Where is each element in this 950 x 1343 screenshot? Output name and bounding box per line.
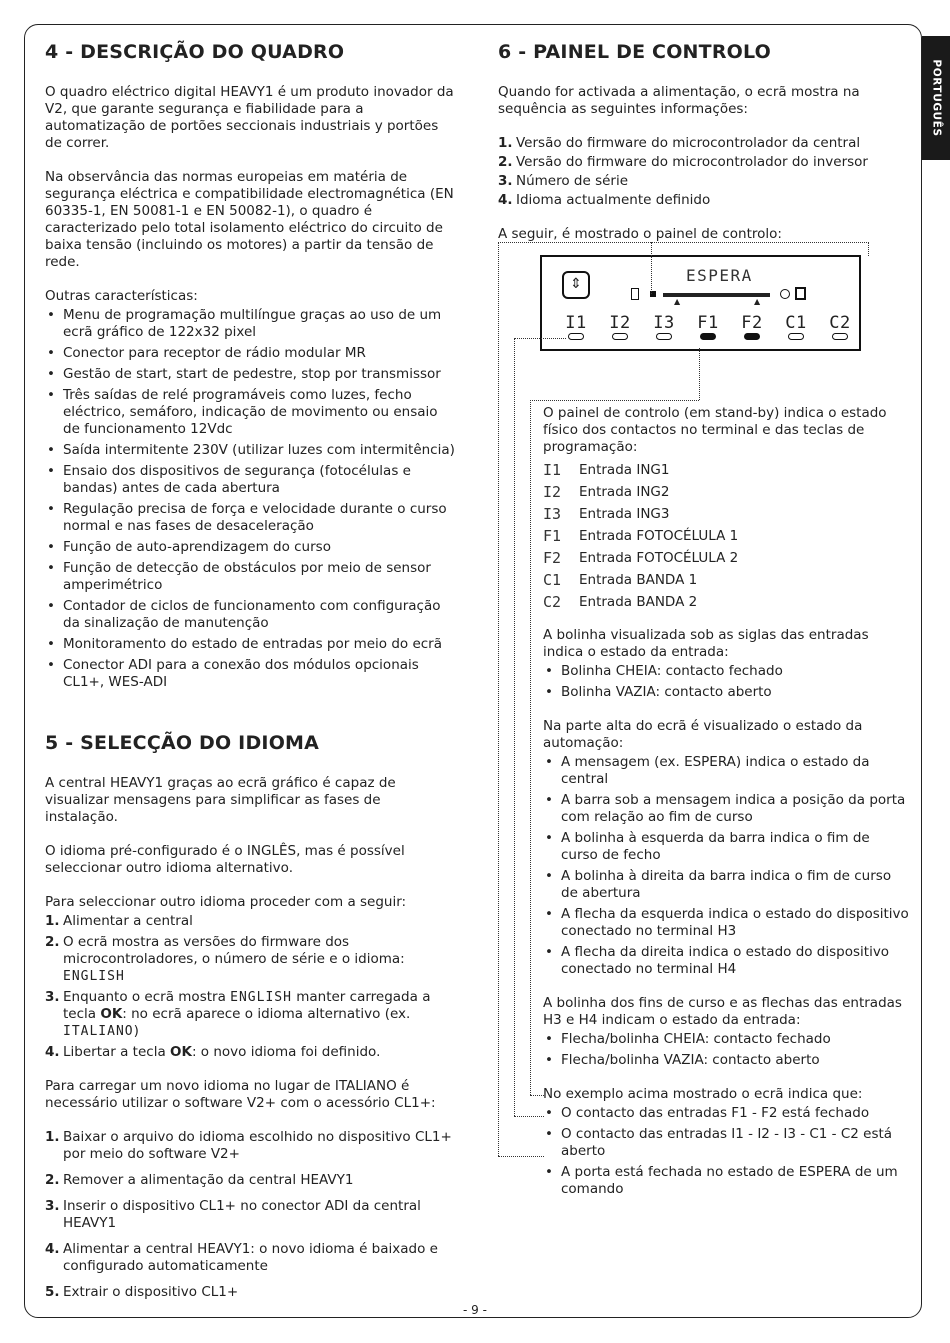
list-item: 3. Inserir o dispositivo CL1+ no conector ADI da central HEAVY1 xyxy=(45,1198,421,1231)
open-limit-indicator xyxy=(780,289,790,299)
list-item: 2. Versão do firmware do microcontrolador do inversor xyxy=(498,154,868,170)
list-item: • Saída intermitente 230V (utilizar luzes com intermitência) xyxy=(45,442,455,459)
legend-row: C1 Entrada BANDA 1 xyxy=(543,571,698,589)
connector-line xyxy=(498,242,651,243)
lcd-diagram xyxy=(540,255,870,355)
list-item: • Conector para receptor de rádio modular MR xyxy=(45,345,455,362)
list-item: 4. Idioma actualmente definido xyxy=(498,192,711,208)
input-state-dot xyxy=(744,333,760,340)
connector-line xyxy=(530,400,699,401)
connector-line xyxy=(498,1156,544,1157)
section-4-intro: O quadro eléctrico digital HEAVY1 é um produto inovador da V2, que garante segurança e fiabilidade para a automatização de portões seccionais industriais y portões de correr. xyxy=(45,84,454,151)
list-item: • O contacto das entradas F1 - F2 está fechado xyxy=(543,1105,910,1122)
section-6-intro: Quando for activada a alimentação, o ecrã mostra na sequência as seguintes informações: xyxy=(498,84,860,117)
limits-intro: A bolinha dos fins de curso e as flechas das entradas H3 e H4 indicam o estado da entrada: xyxy=(543,995,902,1028)
list-item: • A bolinha à direita da barra indica o fim de curso de abertura xyxy=(543,868,910,902)
dots-list xyxy=(543,663,910,701)
section-6-title: 6 - PAINEL DE CONTROLO xyxy=(498,41,771,63)
lcd-inputs-row xyxy=(560,313,856,340)
list-item: 4. Libertar a tecla OK: o novo idioma foi definido. xyxy=(45,1044,381,1060)
language-steps-list xyxy=(45,913,455,1061)
lcd-input-i2: I2 xyxy=(604,313,636,340)
list-item: • Flecha/bolinha CHEIA: contacto fechado xyxy=(543,1031,910,1048)
panel-description-intro: O painel de controlo (em stand-by) indica o estado físico dos contactos no terminal e das teclas de programação: xyxy=(543,405,887,455)
list-item: • A barra sob a mensagem indica a posição da porta com relação ao fim de curso xyxy=(543,792,910,826)
lcd-input-f1: F1 xyxy=(692,313,724,340)
lcd-input-f2: F2 xyxy=(736,313,768,340)
connector-line xyxy=(530,1095,544,1096)
list-item: 1. Baixar o arquivo do idioma escolhido no dispositivo CL1+ por meio do software V2+ xyxy=(45,1129,452,1162)
h4-arrow-indicator xyxy=(795,287,806,300)
list-item: • O contacto das entradas I1 - I2 - I3 - C1 - C2 está aberto xyxy=(543,1126,910,1160)
legend-row: I1 Entrada ING1 xyxy=(543,461,670,479)
section-5-cl1-heading: Para carregar um novo idioma no lugar de ITALIANO é necessário utilizar o software V2+ com o acessório CL1+: xyxy=(45,1078,436,1111)
language-tab xyxy=(922,36,950,160)
section-5-steps-heading: Para seleccionar outro idioma proceder com a seguir: xyxy=(45,894,407,910)
lcd-status-message: ESPERA xyxy=(686,266,753,285)
list-item: 1. Versão do firmware do microcontrolador da central xyxy=(498,135,861,151)
input-state-dot xyxy=(656,333,672,340)
bar-marker-left-icon: ▲ xyxy=(674,297,681,306)
cl1-steps-list xyxy=(45,1129,455,1301)
legend-row: I2 Entrada ING2 xyxy=(543,483,670,501)
language-tab-label: PORTUGUÊS xyxy=(930,59,943,137)
list-item: • Monitoramento do estado de entradas por meio do ecrã xyxy=(45,636,455,653)
list-item: • Conector ADI para a conexão dos módulos opcionais CL1+, WES-ADI xyxy=(45,657,455,691)
list-item: 2. O ecrã mostra as versões do firmware dos microcontroladores, o número de série e o idioma: ENGLISH xyxy=(45,934,405,984)
list-item: • A bolinha à esquerda da barra indica o fim de curso de fecho xyxy=(543,830,910,864)
startup-info-list xyxy=(498,135,910,209)
inputs-legend xyxy=(543,462,910,611)
legend-row: I3 Entrada ING3 xyxy=(543,505,670,523)
list-item: • Contador de ciclos de funcionamento com configuração da sinalização de manutenção xyxy=(45,598,455,632)
legend-row: F2 Entrada FOTOCÉLULA 2 xyxy=(543,549,739,567)
arrows-list xyxy=(543,1031,910,1069)
list-item: 4. Alimentar a central HEAVY1: o novo idioma é baixado e configurado automaticamente xyxy=(45,1241,438,1274)
input-state-dot xyxy=(568,333,584,340)
lcd-input-c1: C1 xyxy=(780,313,812,340)
panel-description xyxy=(543,405,910,1198)
legend-row: F1 Entrada FOTOCÉLULA 1 xyxy=(543,527,739,545)
example-list xyxy=(543,1105,910,1198)
bar-marker-right-icon: ▲ xyxy=(754,297,761,306)
input-state-dot xyxy=(832,333,848,340)
list-item: 3. Enquanto o ecrã mostra ENGLISH manter carregada a tecla OK: no ecrã aparece o idioma alternativo (ex. ITALIANO) xyxy=(45,989,431,1039)
list-item: • A porta está fechada no estado de ESPERA de um comando xyxy=(543,1164,910,1198)
list-item: • Função de auto-aprendizagem do curso xyxy=(45,539,455,556)
lcd-input-i3: I3 xyxy=(648,313,680,340)
page-number: - 9 - xyxy=(463,1303,487,1317)
connector-line xyxy=(699,348,700,400)
list-item: • Três saídas de relé programáveis como luzes, fecho eléctrico, semáforo, indicação de movimento ou ensaio de funcionamento 12Vdc xyxy=(45,387,455,438)
section-4-features-heading: Outras características: xyxy=(45,288,198,304)
list-item: • Menu de programação multilíngue graças ao uso de um ecrã gráfico de 122x32 pixel xyxy=(45,307,455,341)
lcd-display xyxy=(540,255,861,351)
top-area-intro: Na parte alta do ecrã é visualizado o estado da automação: xyxy=(543,718,863,751)
list-item: 5. Extrair o dispositivo CL1+ xyxy=(45,1284,239,1300)
lcd-input-c2: C2 xyxy=(824,313,856,340)
list-item: • Flecha/bolinha VAZIA: contacto aberto xyxy=(543,1052,910,1069)
list-item: • Regulação precisa de força e velocidade durante o curso normal e nas fases de desaceleração xyxy=(45,501,455,535)
list-item: 1. Alimentar a central xyxy=(45,913,193,929)
right-column xyxy=(498,40,910,1215)
list-item: • A flecha da direita indica o estado do dispositivo conectado no terminal H4 xyxy=(543,944,910,978)
lcd-input-i1: I1 xyxy=(560,313,592,340)
list-item: 2. Remover a alimentação da central HEAVY1 xyxy=(45,1172,354,1188)
section-5-title: 5 - SELECÇÃO DO IDIOMA xyxy=(45,732,320,754)
connector-line xyxy=(651,242,652,294)
control-panel-intro: A seguir, é mostrado o painel de controlo: xyxy=(498,226,782,242)
input-state-dot xyxy=(788,333,804,340)
section-4-title: 4 - DESCRIÇÃO DO QUADRO xyxy=(45,41,345,63)
list-item: 3. Número de série xyxy=(498,173,629,189)
list-item: • Ensaio dos dispositivos de segurança (fotocélulas e bandas) antes de cada abertura xyxy=(45,463,455,497)
legend-row: C2 Entrada BANDA 2 xyxy=(543,593,698,611)
section-4-norms: Na observância das normas europeias em matéria de segurança eléctrica e compatibilidade electromagnética (EN 60335-1, EN 50081-1 e EN 50082-1), o quadro é caracterizado pelo total isolamento eléctrico do circuito de baixa tensão (incluindo os motores) a partir da tensão de rede. xyxy=(45,169,454,270)
list-item: • Bolinha VAZIA: contacto aberto xyxy=(543,684,910,701)
updown-arrows-icon: ⇕ xyxy=(562,271,590,299)
list-item: • Função de detecção de obstáculos por meio de sensor amperimétrico xyxy=(45,560,455,594)
close-limit-indicator xyxy=(631,288,639,300)
example-intro: No exemplo acima mostrado o ecrã indica que: xyxy=(543,1086,863,1102)
list-item: • A mensagem (ex. ESPERA) indica o estado da central xyxy=(543,754,910,788)
connector-line xyxy=(514,1116,544,1117)
connector-line xyxy=(514,338,566,339)
connector-line xyxy=(868,242,869,256)
list-item: • A flecha da esquerda indica o estado do dispositivo conectado no terminal H3 xyxy=(543,906,910,940)
connector-line xyxy=(530,400,531,1095)
input-state-dot xyxy=(612,333,628,340)
dots-intro: A bolinha visualizada sob as siglas das entradas indica o estado da entrada: xyxy=(543,627,869,660)
left-column xyxy=(45,40,455,1318)
input-state-dot xyxy=(700,333,716,340)
connector-line xyxy=(498,242,499,1156)
section-5-default-language: O idioma pré-configurado é o INGLÊS, mas é possível seleccionar outro idioma alternativo. xyxy=(45,843,405,876)
list-item: • Bolinha CHEIA: contacto fechado xyxy=(543,663,910,680)
list-item: • Gestão de start, start de pedestre, stop por transmissor xyxy=(45,366,455,383)
connector-line xyxy=(514,338,515,1116)
section-5-intro: A central HEAVY1 graças ao ecrã gráfico é capaz de visualizar mensagens para simplificar as fases de instalação. xyxy=(45,775,396,825)
connector-line xyxy=(651,242,869,243)
features-list xyxy=(45,307,455,691)
top-area-list xyxy=(543,754,910,978)
